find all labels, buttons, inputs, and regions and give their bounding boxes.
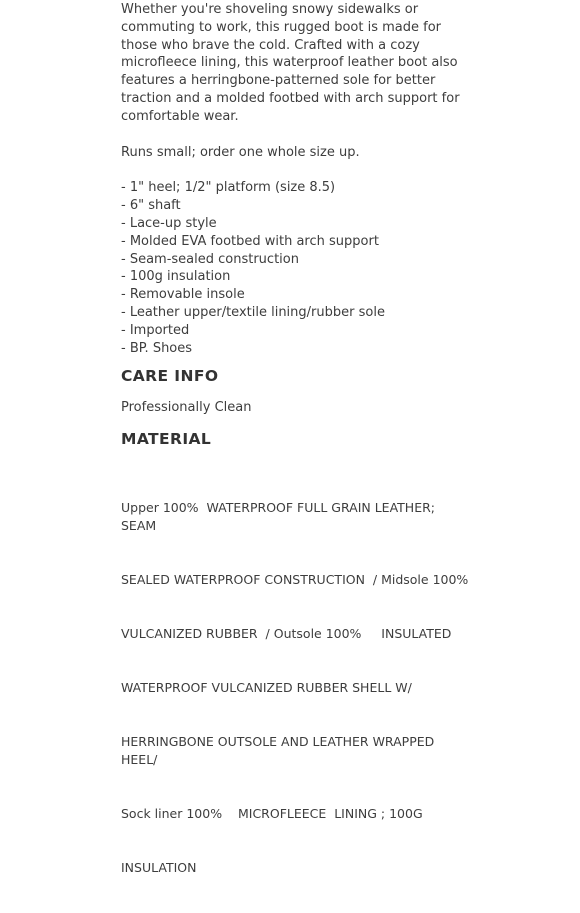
spec-list (121, 179, 469, 357)
material-line: WATERPROOF VULCANIZED RUBBER SHELL W/ (121, 680, 412, 696)
product-description: Whether you're shoveling snowy sidewalks or commuting to work, this rugged boot is made for those who brave the cold. Crafted with a cozy microfleece lining, this waterproof leather boot also features a herringbone-patterned sole for better traction and a molded footbed with arch support for comfortable wear. (121, 2, 460, 124)
material-line: INSULATION (121, 860, 197, 876)
material-line: Sock liner 100% MICROFLEECE LINING ; 100G (121, 806, 423, 822)
material-line: HERRINGBONE OUTSOLE AND LEATHER WRAPPED HEEL/ (121, 734, 439, 768)
care-info-text: Professionally Clean (121, 400, 252, 416)
spec-item: - 1" heel; 1/2" platform (size 8.5) (121, 180, 336, 196)
spec-item: - Molded EVA footbed with arch support (121, 233, 379, 249)
spec-item: - Removable insole (121, 287, 245, 303)
spacer (121, 126, 469, 144)
spec-item: - Seam-sealed construction (121, 251, 299, 267)
spacer (121, 161, 469, 179)
material-heading: MATERIAL (121, 430, 212, 449)
material-line: VULCANIZED RUBBER / Outsole 100% INSULATED (121, 626, 452, 642)
product-details (121, 1, 469, 913)
spec-item: - Leather upper/textile lining/rubber sole (121, 304, 385, 320)
spec-item: - 6" shaft (121, 198, 181, 214)
care-info-heading: CARE INFO (121, 367, 219, 386)
material-line: Upper 100% WATERPROOF FULL GRAIN LEATHER; SEAM (121, 500, 439, 534)
spec-item: - BP. Shoes (121, 340, 193, 356)
fit-note: Runs small; order one whole size up. (121, 144, 360, 160)
spec-item: - Lace-up style (121, 215, 217, 231)
spec-item: - Imported (121, 322, 190, 338)
material-line: SEALED WATERPROOF CONSTRUCTION / Midsole 100% (121, 572, 469, 588)
spec-item: - 100g insulation (121, 269, 231, 285)
material-text (121, 463, 469, 913)
